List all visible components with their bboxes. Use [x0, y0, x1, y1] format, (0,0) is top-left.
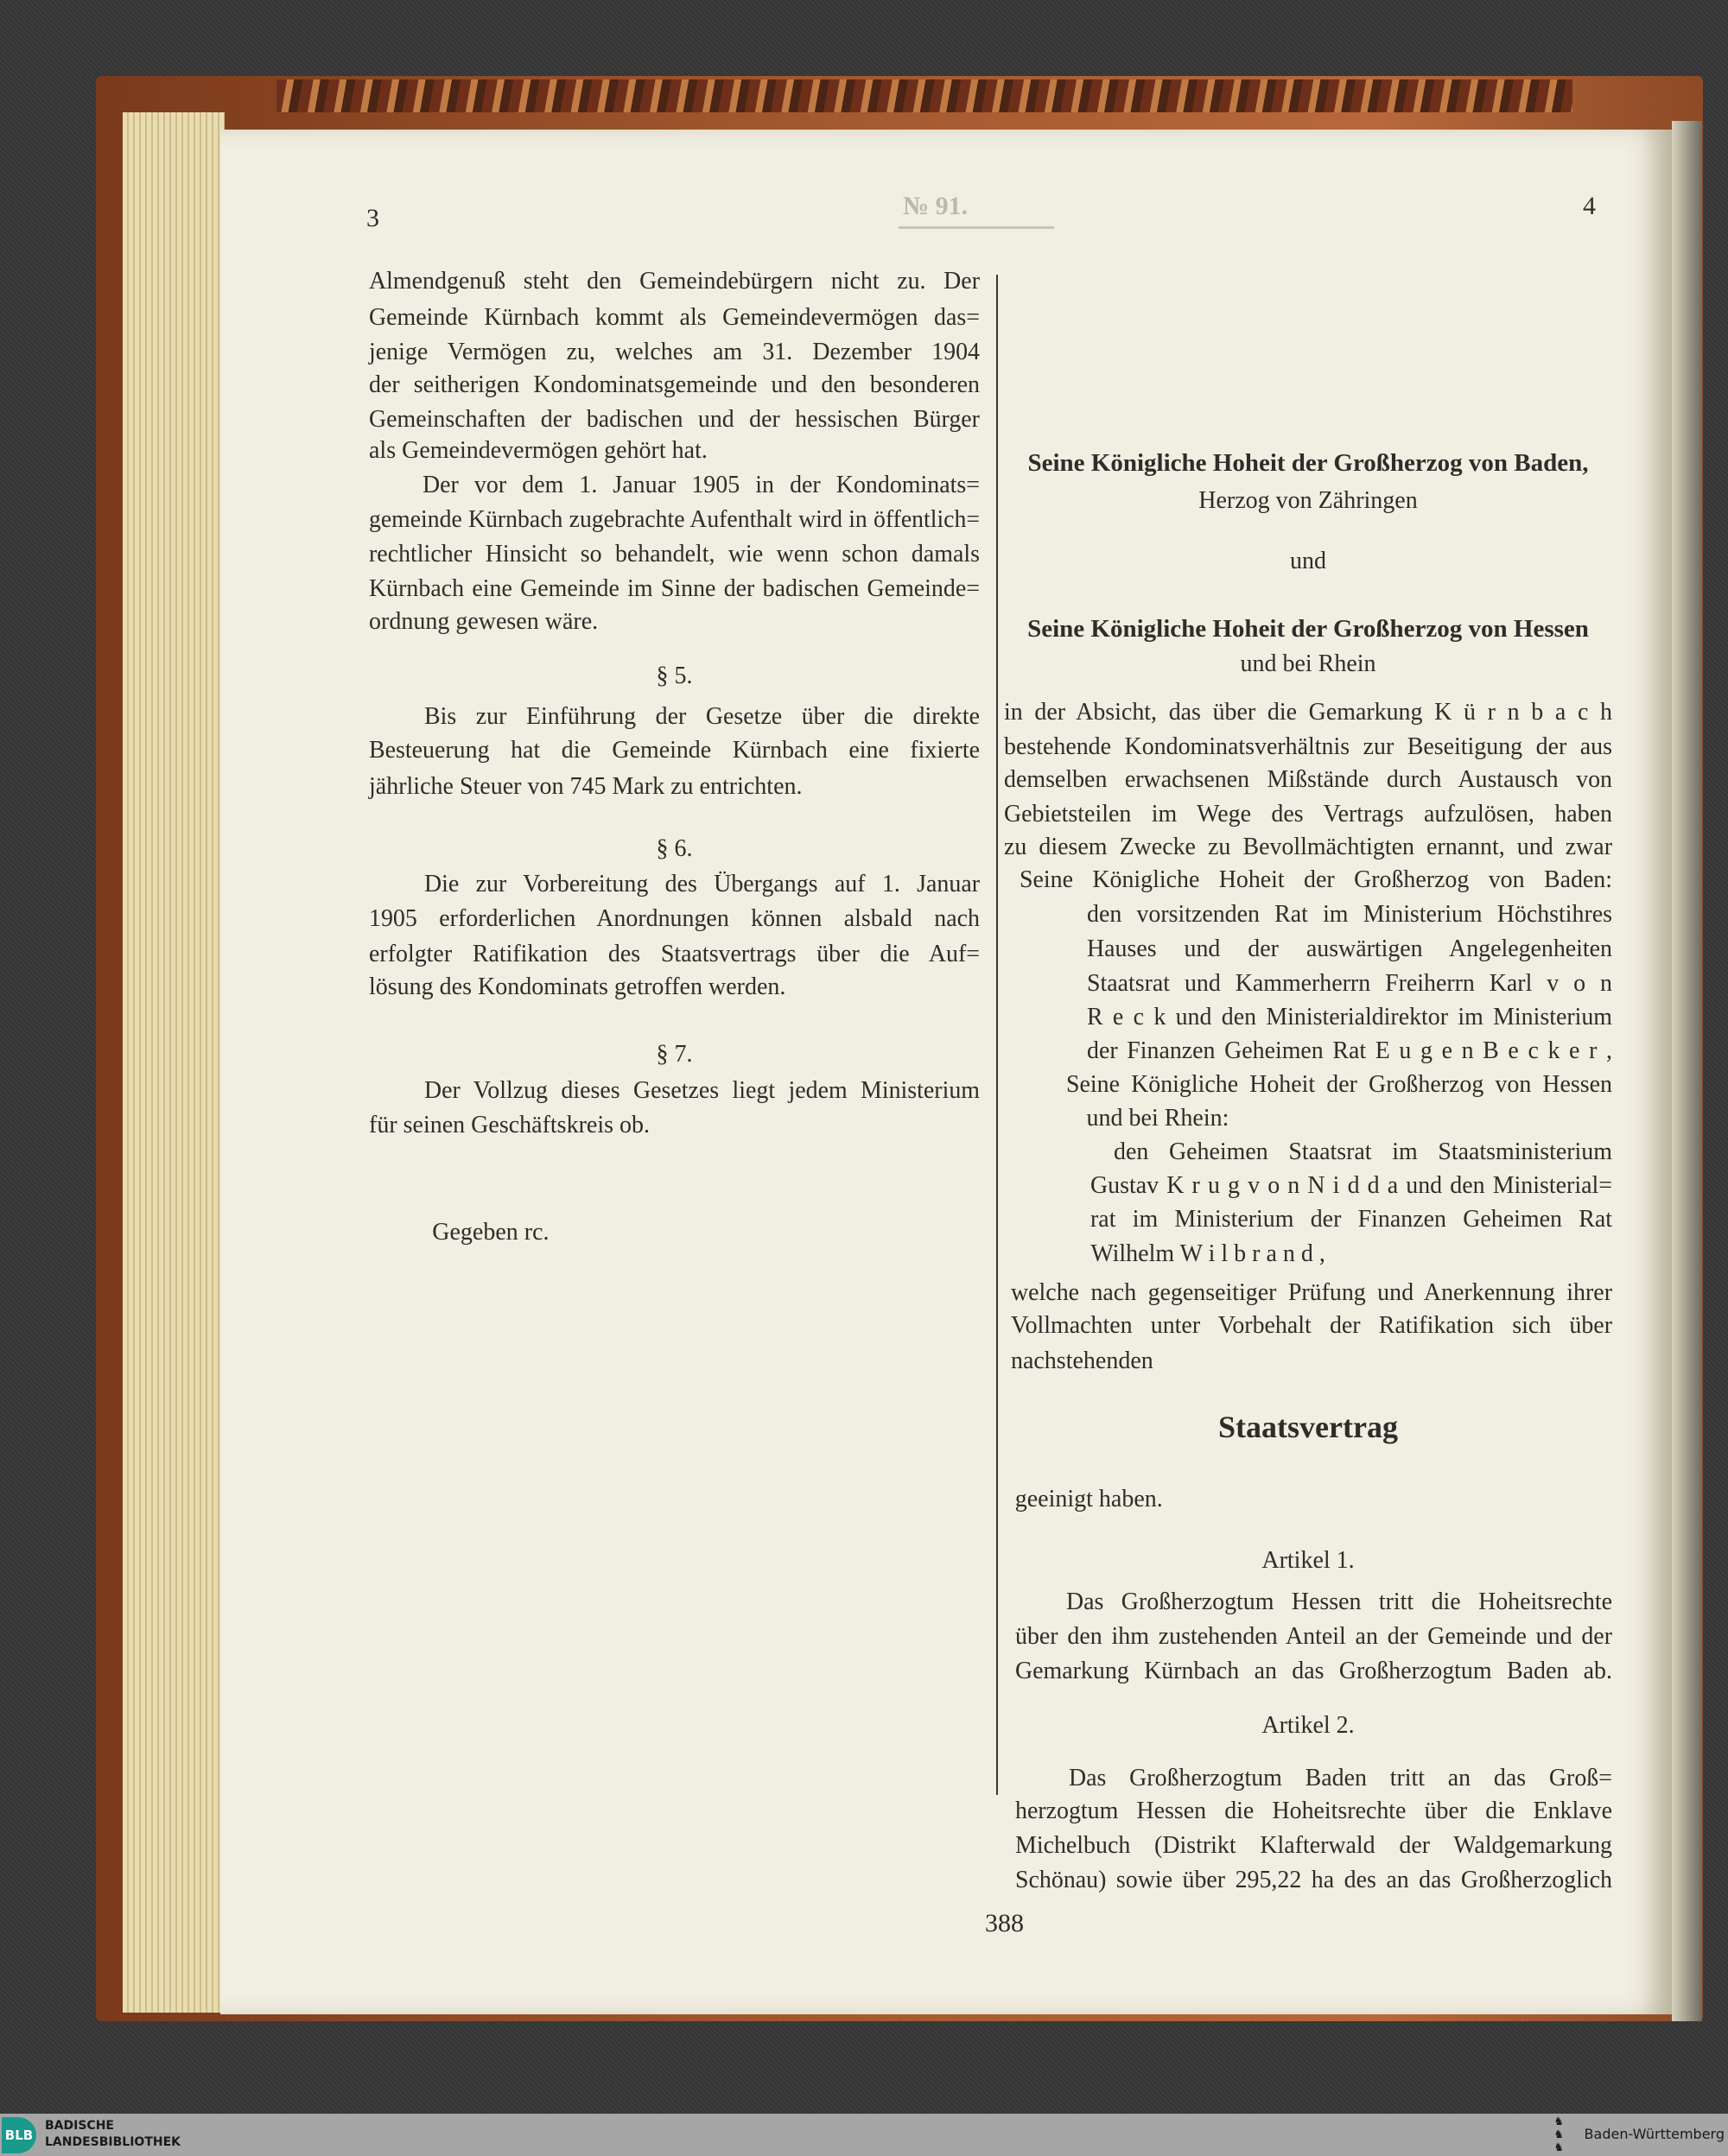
text-line: herzogtum Hessen die Hoheitsrechte über die Enklave	[1014, 1798, 1612, 1825]
text-line: Gebietsteilen im Wege des Vertrags aufzulösen, haben	[1004, 800, 1612, 828]
text-line: den Geheimen Staatsrat im Staatsministerium	[1114, 1138, 1613, 1166]
page-curl-edge	[1672, 121, 1702, 2021]
text-line: und bei Rhein:	[1086, 1104, 1229, 1132]
text-line: rat im Ministerium der Finanzen Geheimen Rat	[1090, 1206, 1613, 1233]
section-heading: Artikel 2.	[1261, 1712, 1355, 1740]
section-heading: § 5.	[656, 663, 693, 690]
lion-coat-of-arms-icon: ♞ ♞ ♞	[1553, 2115, 1564, 2154]
bottom-page-number: 388	[985, 1909, 1024, 1937]
section-heading: § 7.	[656, 1041, 693, 1068]
section-heading: und bei Rhein	[1240, 650, 1376, 678]
library-name	[45, 2118, 181, 2151]
issue-mark: № 91.	[903, 192, 969, 220]
text-line: Die zur Vorbereitung des Übergangs auf 1. Januar	[423, 870, 980, 897]
text-line: rechtlicher Hinsicht so behandelt, wie wenn schon damals	[369, 540, 980, 568]
text-line: Schönau) sowie über 295,22 ha des an das Großherzoglich	[1014, 1866, 1612, 1893]
text-line: als Gemeindevermögen gehört hat.	[369, 437, 708, 465]
library-name-line1: BADISCHE	[45, 2119, 114, 2133]
text-line: der Finanzen Geheimen Rat E u g e n B e c k e r ,	[1086, 1037, 1612, 1064]
text-line: Gemarkung Kürnbach an das Großherzogtum Baden ab.	[1014, 1657, 1612, 1684]
text-line: jährliche Steuer von 745 Mark zu entrichten.	[369, 772, 803, 800]
text-line: lösung des Kondominats getroffen werden.	[369, 973, 786, 1001]
text-line: erfolgter Ratifikation des Staatsvertrags über die Auf=	[369, 941, 980, 968]
text-line: Wilhelm W i l b r a n d ,	[1090, 1240, 1325, 1268]
text-line: Michelbuch (Distrikt Klafterwald der Waldgemarkung	[1014, 1832, 1612, 1859]
left-page-number: 3	[366, 204, 379, 232]
column-divider	[996, 275, 998, 1795]
marbled-binding	[276, 79, 1572, 112]
text-line: Gemeinde Kürnbach kommt als Gemeindevermögen das=	[369, 303, 980, 331]
text-line: welche nach gegenseitiger Prüfung und Anerkennung ihrer	[1010, 1278, 1612, 1306]
text-line: jenige Vermögen zu, welches am 31. Dezember 1904	[369, 338, 980, 365]
section-heading: Artikel 1.	[1261, 1547, 1355, 1575]
text-line: geeinigt haben.	[1014, 1485, 1163, 1512]
section-heading: Seine Königliche Hoheit der Großherzog von Baden,	[1027, 448, 1589, 477]
header-rule	[899, 226, 1054, 229]
page-stack-edge	[123, 112, 225, 2013]
text-line: für seinen Geschäftskreis ob.	[369, 1111, 651, 1138]
text-line: zu diesem Zwecke zu Bevollmächtigten ernannt, und zwar	[1004, 833, 1612, 860]
text-line: gemeinde Kürnbach zugebrachte Aufenthalt wird in öffentlich=	[369, 505, 980, 533]
section-heading: Seine Königliche Hoheit der Großherzog von Hessen	[1027, 615, 1589, 644]
library-name-line2: LANDESBIBLIOTHEK	[45, 2135, 181, 2149]
text-line: demselben erwachsenen Mißstände durch Austausch von	[1004, 765, 1612, 793]
text-line: nachstehenden	[1010, 1348, 1153, 1375]
text-line: Gegeben rc.	[432, 1218, 550, 1246]
text-line: Seine Königliche Hoheit der Großherzog von Hessen	[1065, 1071, 1612, 1099]
text-line: Der Vollzug dieses Gesetzes liegt jedem Ministerium	[423, 1076, 980, 1104]
text-line: Gustav K r u g v o n N i d d a und den Ministerial=	[1090, 1171, 1613, 1199]
text-line: Gemeinschaften der badischen und der hessischen Bürger	[369, 405, 980, 433]
text-line: den vorsitzenden Rat im Ministerium Höchstihres	[1086, 900, 1612, 928]
text-line: Hauses und der auswärtigen Angelegenheiten	[1086, 935, 1612, 962]
section-heading: Herzog von Zähringen	[1198, 486, 1418, 514]
text-line: Seine Königliche Hoheit der Großherzog von Baden:	[1019, 866, 1612, 894]
blb-logo[interactable]: BLB	[2, 2117, 36, 2153]
text-line: Almendgenuß steht den Gemeindebürgern nicht zu. Der	[369, 268, 980, 295]
text-line: in der Absicht, das über die Gemarkung K ü r n b a c h	[1004, 698, 1612, 726]
right-page-number: 4	[1583, 192, 1596, 220]
section-heading: und	[1290, 547, 1326, 574]
text-line: R e c k und den Ministerialdirektor im Ministerium	[1086, 1004, 1612, 1031]
text-line: Staatsrat und Kammerherrn Freiherrn Karl v o n	[1086, 969, 1612, 997]
text-line: ordnung gewesen wäre.	[369, 607, 599, 635]
state-name[interactable]: Baden-Württemberg	[1584, 2126, 1725, 2142]
text-line: Vollmachten unter Vorbehalt der Ratifikation sich über	[1010, 1312, 1612, 1340]
text-line: Das Großherzogtum Hessen tritt die Hoheitsrechte	[1065, 1588, 1612, 1616]
text-line: Der vor dem 1. Januar 1905 in der Kondominats=	[422, 472, 981, 499]
section-heading: § 6.	[656, 834, 693, 862]
text-line: Kürnbach eine Gemeinde im Sinne der badischen Gemeinde=	[369, 574, 980, 602]
text-line: bestehende Kondominatsverhältnis zur Beseitigung der aus	[1004, 732, 1612, 760]
text-line: Das Großherzogtum Baden tritt an das Groß=	[1068, 1764, 1612, 1791]
text-line: Bis zur Einführung der Gesetze über die direkte	[423, 702, 980, 730]
text-line: Besteuerung hat die Gemeinde Kürnbach eine fixierte	[369, 737, 980, 764]
text-line: 1905 erforderlichen Anordnungen können alsbald nach	[369, 904, 980, 932]
text-line: über den ihm zustehenden Anteil an der Gemeinde und der	[1014, 1622, 1612, 1650]
text-line: der seitherigen Kondominatsgemeinde und den besonderen	[369, 371, 980, 398]
footer-bar	[0, 2114, 1728, 2156]
section-heading: Staatsvertrag	[1218, 1409, 1398, 1444]
